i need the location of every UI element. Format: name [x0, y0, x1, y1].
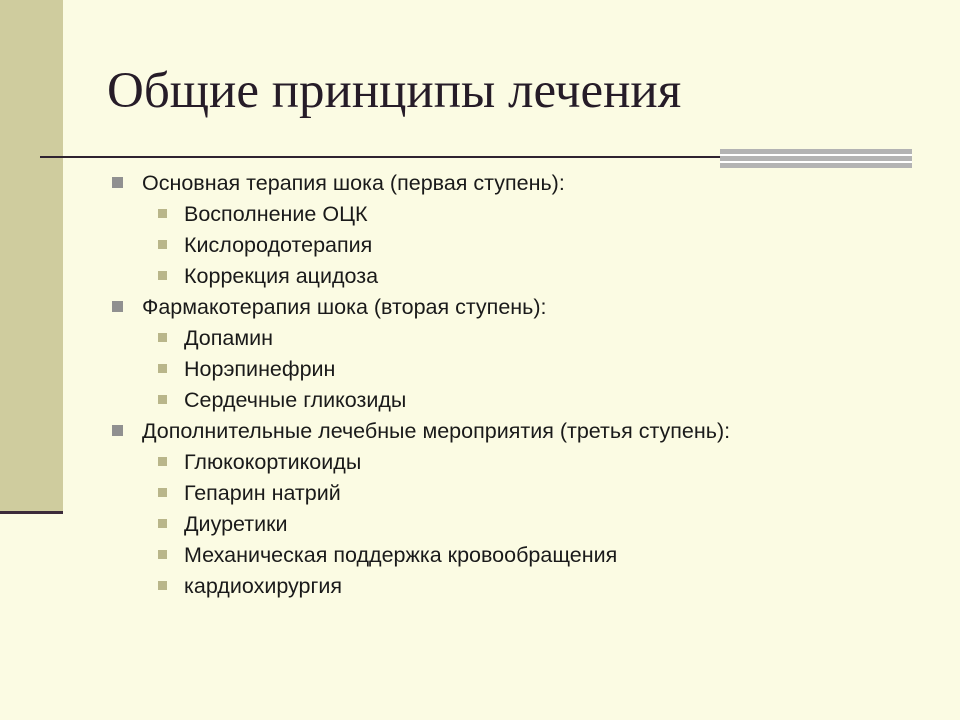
square-bullet-icon — [112, 177, 123, 188]
left-band-rule — [0, 511, 63, 514]
bullet-text: Норэпинефрин — [184, 357, 336, 381]
bullet-text: Основная терапия шока (первая ступень): — [142, 171, 565, 195]
list-item-level2 — [110, 354, 930, 385]
square-bullet-icon — [158, 550, 167, 559]
bullet-text: Допамин — [184, 326, 274, 350]
bullet-text: Фармакотерапия шока (вторая ступень): — [142, 295, 547, 319]
bullet-text: Дополнительные лечебные мероприятия (третья ступень): — [142, 419, 731, 443]
list-item-level2 — [110, 199, 930, 230]
slide-title: Общие принципы лечения — [107, 63, 682, 119]
list-item-level2 — [110, 509, 930, 540]
square-bullet-icon — [112, 425, 123, 436]
square-bullet-icon — [158, 364, 167, 373]
bullet-text: Сердечные гликозиды — [184, 388, 407, 412]
list-item-level1 — [110, 416, 930, 447]
bullet-text: кардиохирургия — [184, 574, 343, 598]
left-decorative-band — [0, 0, 63, 512]
square-bullet-icon — [158, 271, 167, 280]
bullet-list — [110, 168, 930, 602]
square-bullet-icon — [158, 457, 167, 466]
square-bullet-icon — [158, 488, 167, 497]
list-item-level2 — [110, 230, 930, 261]
list-item-level2 — [110, 447, 930, 478]
square-bullet-icon — [158, 395, 167, 404]
list-item-level2 — [110, 571, 930, 602]
list-item-level2 — [110, 478, 930, 509]
bullet-text: Механическая поддержка кровообращения — [184, 543, 618, 567]
list-item-level2 — [110, 540, 930, 571]
list-item-level2 — [110, 385, 930, 416]
bullet-text: Восполнение ОЦК — [184, 202, 368, 226]
title-divider-accent — [720, 149, 912, 168]
list-item-level2 — [110, 323, 930, 354]
list-item-level1 — [110, 168, 930, 199]
list-item-level2 — [110, 261, 930, 292]
square-bullet-icon — [158, 581, 167, 590]
square-bullet-icon — [158, 519, 167, 528]
bullet-text: Коррекция ацидоза — [184, 264, 379, 288]
list-item-level1 — [110, 292, 930, 323]
bullet-text: Глюкокортикоиды — [184, 450, 362, 474]
bullet-text: Кислородотерапия — [184, 233, 373, 257]
square-bullet-icon — [158, 240, 167, 249]
bullet-text: Гепарин натрий — [184, 481, 341, 505]
square-bullet-icon — [112, 301, 123, 312]
square-bullet-icon — [158, 209, 167, 218]
square-bullet-icon — [158, 333, 167, 342]
bullet-text: Диуретики — [184, 512, 288, 536]
